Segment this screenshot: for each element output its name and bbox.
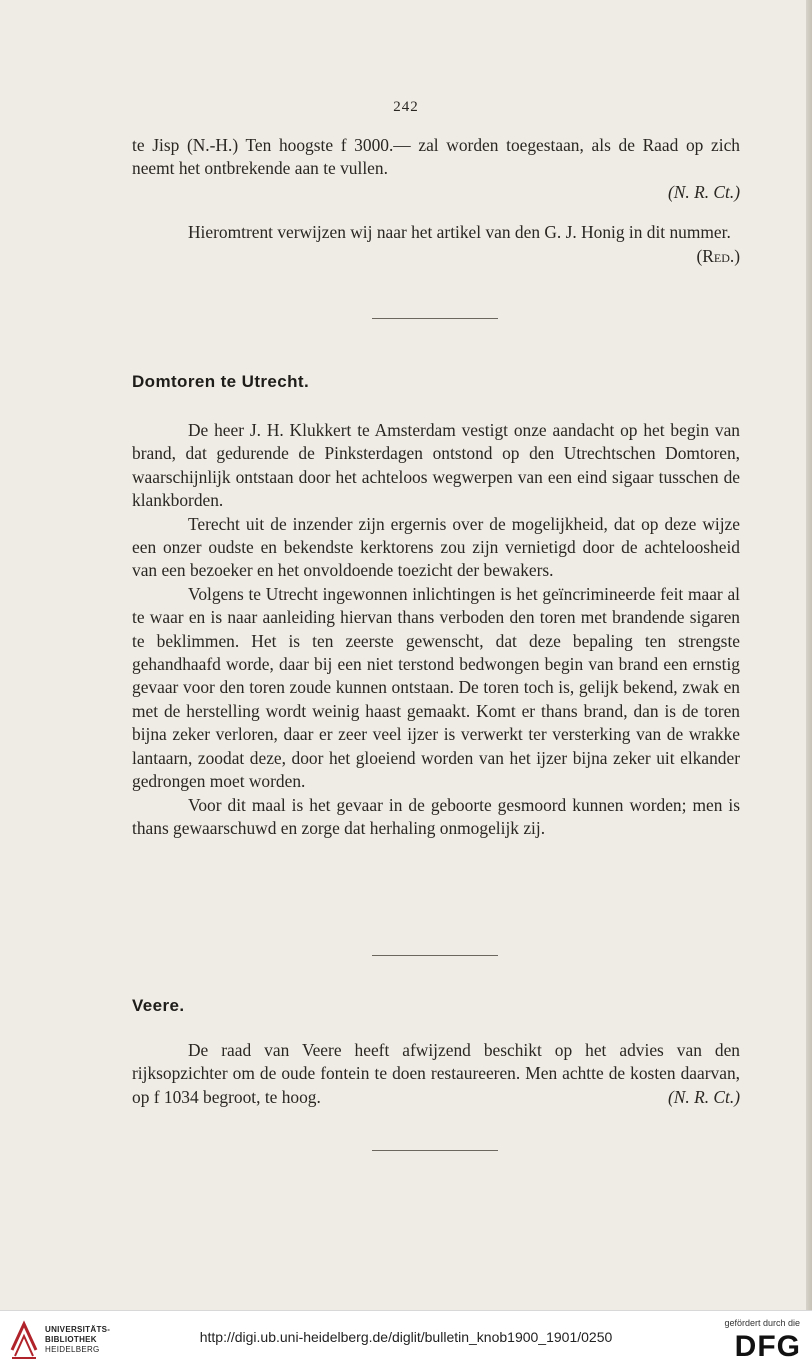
library-line: HEIDELBERG [45,1345,100,1354]
funding-caption: gefördert durch die [724,1318,800,1328]
section-heading-veere: Veere. [132,996,185,1015]
article-paragraph: De heer J. H. Klukkert te Amsterdam vestigt onze aandacht op het begin van brand, dat gedurende de Pinksterdagen ontstond op den Utrechtschen Domtoren, waarschijnlijk ontstaan door het achteloos wegwerpen van een eind sigaar tusschen de klankborden. [132,420,740,511]
dfg-logo[interactable]: DFG [734,1330,801,1363]
note-text: Hieromtrent verwijzen wij naar het artikel van den G. J. Honig in dit nummer. [188,222,731,243]
article-paragraph: Terecht uit de inzender zijn ergernis over de mogelijkheid, dat op deze wijze een onzer oudste en bekendste kerktorens zou zijn vernietigd door de achteloosheid van een bezoeker en het onvoldoende toezicht der bewakers. [132,513,740,581]
page-number: 242 [393,99,419,115]
page-edge [806,0,812,1310]
article-paragraph: Voor dit maal is het gevaar in de geboorte gesmoord kunnen worden; men is thans gewaarschuwd en zorge dat herhaling onmogelijk zij. [132,794,740,838]
library-line: BIBLIOTHEK [45,1335,97,1344]
veere-article [132,1039,740,1109]
note-paragraph [132,221,740,266]
article-paragraph [132,1039,740,1109]
note-signature: (Red.) [696,245,740,266]
divider [372,318,498,319]
veere-signature: (N. R. Ct.) [668,1086,740,1107]
domtoren-article [132,419,740,840]
veere-text: De raad van Veere heeft afwijzend beschikt op het advies van den rijksopzichter om de oude fontein te doen restaureeren. Men achtte de kosten daarvan, op f 1034 begroot, te hoog. [132,1040,740,1107]
intro-signature: (N. R. Ct.) [668,181,740,202]
permalink-url[interactable]: http://digi.ub.uni-heidelberg.de/diglit/bulletin_knob1900_1901/0250 [199,1329,613,1345]
intro-paragraph: te Jisp (N.-H.) Ten hoogste f 3000.— zal worden toegestaan, als de Raad op zich neemt het ontbrekende aan te vullen. [132,135,740,179]
intro-block [132,134,740,268]
library-line: UNIVERSITÄTS- [45,1325,111,1334]
section-heading-domtoren: Domtoren te Utrecht. [132,372,310,391]
article-paragraph: Volgens te Utrecht ingewonnen inlichtingen is het geïncrimineerde feit maar al te waar en is naar aanleiding hiervan thans verboden den toren met brandende sigaren te beklimmen. Het is ten zeerste gewenscht, dat deze bepaling ten strengste gehandhaafd worde, daar bij een niet terstond bedwongen begin van brand een ernstig gevaar voor den toren zoude kunnen ontstaan. De toren toch is, gelijk bekend, zwak en met de herstelling wordt weinig haast gemaakt. Komt er thans brand, dan is de toren bijna zeker verloren, daar er zeer veel ijzer is verwerkt ter versterking van de wrakke lantaarn, zoodat deze, door het gloeiend worden van het ijzer bijna zeker uit elkander gedrongen moet worden. [132,583,740,792]
divider [372,1150,498,1151]
divider [372,955,498,956]
